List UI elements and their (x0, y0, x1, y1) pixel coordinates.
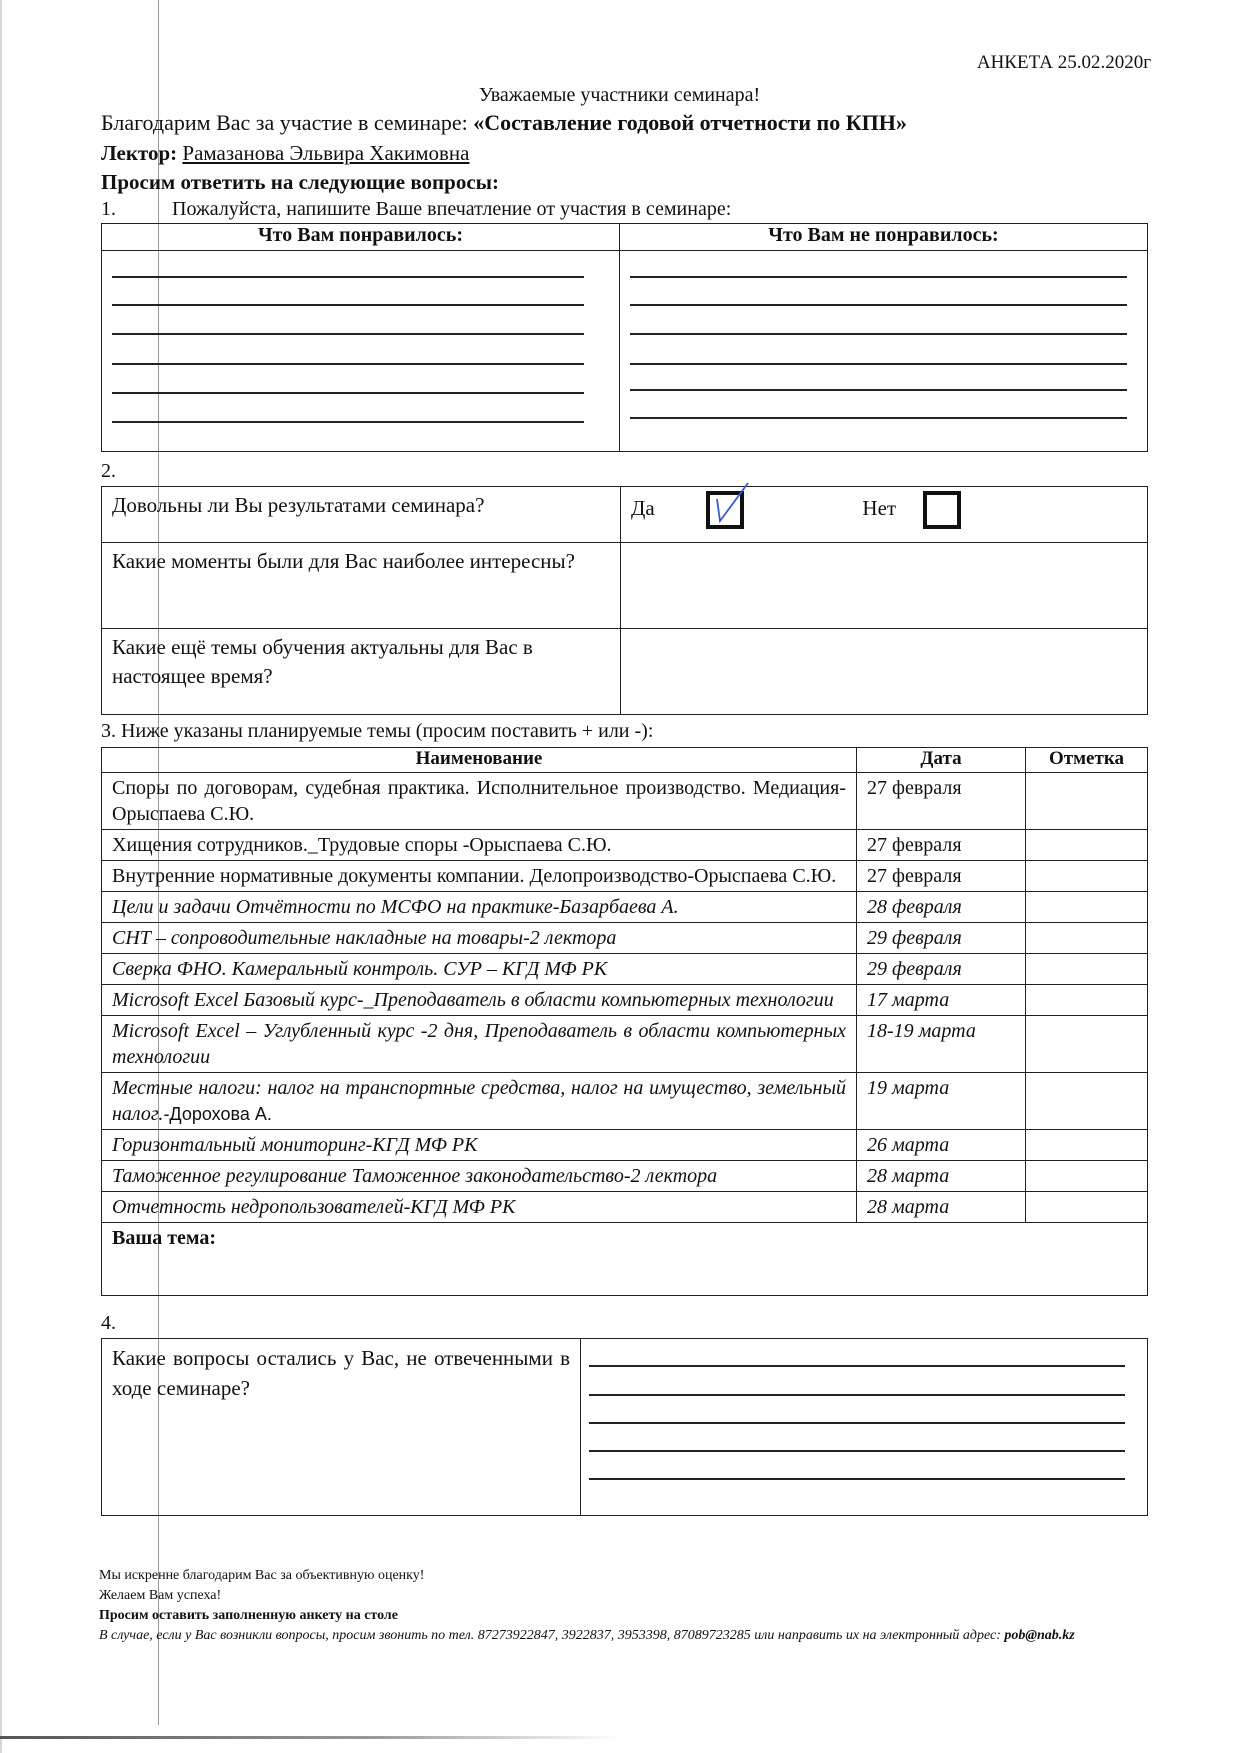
topic-name (102, 1161, 857, 1192)
answer-line (112, 392, 584, 394)
column-header-mark: Отметка (1026, 748, 1148, 773)
your-topic-label: Ваша тема: (112, 1227, 217, 1249)
topic-name (102, 985, 857, 1016)
topic-name-text: Хищения сотрудников._Трудовые споры -Орыспаева С.Ю. (112, 834, 612, 856)
section1-prompt (101, 198, 731, 221)
topic-row (102, 1161, 1148, 1192)
topic-mark-cell[interactable] (1026, 830, 1148, 861)
topic-name-text: Горизонтальный мониторинг-КГД МФ РК (112, 1134, 478, 1156)
lector-name: Рамазанова Эльвира Хакимовна (182, 141, 470, 165)
topic-name-text: Таможенное регулирование Таможенное законодательство-2 лектора (112, 1165, 718, 1187)
answer-line (589, 1450, 1125, 1452)
scan-bottom-shadow (0, 1736, 620, 1739)
topic-row (102, 1073, 1148, 1130)
remaining-questions-table (101, 1338, 1148, 1516)
thanks-prefix: Благодарим Вас за участие в семинаре: (101, 110, 474, 135)
topic-date: 27 февраля (857, 773, 1026, 830)
topic-date: 18-19 марта (857, 1016, 1026, 1073)
topic-row (102, 1016, 1148, 1073)
topic-name (102, 1192, 857, 1223)
topic-row (102, 892, 1148, 923)
topic-mark-cell[interactable] (1026, 985, 1148, 1016)
topic-name (102, 861, 857, 892)
seminar-title: «Составление годовой отчетности по КПН» (473, 110, 907, 135)
disliked-header: Что Вам не понравилось: (620, 224, 1148, 251)
answer-line (589, 1478, 1125, 1480)
yes-checkbox[interactable] (706, 491, 744, 529)
column-header-name: Наименование (102, 748, 857, 773)
topic-name (102, 773, 857, 830)
topic-date: 17 марта (857, 985, 1026, 1016)
topic-name (102, 1130, 857, 1161)
answer-line (630, 333, 1127, 335)
your-topic-field[interactable] (102, 1223, 1148, 1296)
topic-mark-cell[interactable] (1026, 1130, 1148, 1161)
answer-line (112, 421, 584, 423)
disliked-answer-area[interactable] (620, 251, 1148, 452)
section3-prompt: 3. Ниже указаны планируемые темы (просим поставить + или -): (101, 720, 654, 742)
liked-header: Что Вам понравилось: (102, 224, 620, 251)
topic-mark-cell[interactable] (1026, 1073, 1148, 1130)
form-code: АНКЕТА 25.02.2020г (976, 52, 1151, 73)
topic-name-text: Споры по договорам, судебная практика. Исполнительное производство. Медиация- Орыспаева С.Ю. (112, 777, 846, 825)
answer-line (630, 417, 1127, 419)
topic-name-text: Отчетность недропользователей-КГД МФ РК (112, 1196, 516, 1218)
topic-row (102, 830, 1148, 861)
answer-line (589, 1394, 1125, 1396)
topic-name-text: Внутренние нормативные документы компании. Делопроизводство-Орыспаева С.Ю. (112, 865, 837, 887)
no-label: Нет (862, 495, 897, 520)
topic-date: 28 марта (857, 1161, 1026, 1192)
topic-date: 27 февраля (857, 830, 1026, 861)
answer-line (630, 363, 1127, 365)
section2-number: 2. (101, 460, 116, 482)
topic-name (102, 954, 857, 985)
topic-row (102, 861, 1148, 892)
footer-thanks: Мы искренне благодарим Вас за объективную оценку! (99, 1568, 425, 1583)
section4-number: 4. (101, 1312, 116, 1334)
liked-answer-area[interactable] (102, 251, 620, 452)
topic-name-text: Сверка ФНО. Камеральный контроль. СУР – КГД МФ РК (112, 958, 608, 980)
topic-mark-cell[interactable] (1026, 1192, 1148, 1223)
topics-question: Какие ещё темы обучения актуальны для Вас в настоящее время? (102, 629, 621, 715)
column-header-date: Дата (857, 748, 1026, 773)
topic-date: 28 марта (857, 1192, 1026, 1223)
satisfied-answer (621, 487, 1148, 543)
topic-mark-cell[interactable] (1026, 773, 1148, 830)
footer (99, 1566, 1159, 1646)
topic-row (102, 985, 1148, 1016)
yes-label: Да (631, 495, 655, 520)
topic-name-text: Microsoft Excel Базовый курс-_Преподаватель в области компьютерных технологии (112, 989, 834, 1011)
footer-contact (99, 1626, 1159, 1646)
topic-name-text: СНТ – сопроводительные накладные на товары-2 лектора (112, 927, 617, 949)
greeting: Уважаемые участники семинара! (478, 84, 761, 106)
topic-date: 29 февраля (857, 923, 1026, 954)
answer-line (112, 333, 584, 335)
remaining-answer-area[interactable] (581, 1339, 1148, 1516)
topic-mark-cell[interactable] (1026, 1016, 1148, 1073)
topic-date: 28 февраля (857, 892, 1026, 923)
topic-date: 29 февраля (857, 954, 1026, 985)
topic-row (102, 954, 1148, 985)
ask-prompt: Просим ответить на следующие вопросы: (101, 170, 500, 194)
topics-answer-area[interactable] (621, 629, 1148, 715)
topic-mark-cell[interactable] (1026, 954, 1148, 985)
answer-line (630, 304, 1127, 306)
answer-line (589, 1365, 1125, 1367)
topic-row (102, 1130, 1148, 1161)
topic-name-text: Цели и задачи Отчётности по МСФО на практике-Базарбаева А. (112, 896, 679, 918)
satisfied-question: Довольны ли Вы результатами семинара? (102, 487, 621, 543)
topic-name (102, 892, 857, 923)
topic-name (102, 1073, 857, 1130)
answer-line (630, 276, 1127, 278)
topic-mark-cell[interactable] (1026, 892, 1148, 923)
topic-lecturer: -Дорохова А. (163, 1104, 272, 1124)
topic-row (102, 1192, 1148, 1223)
lector-line (101, 141, 469, 166)
no-checkbox[interactable] (923, 491, 961, 529)
answer-line (112, 363, 584, 365)
topic-row (102, 923, 1148, 954)
section1-number: 1. (101, 198, 116, 220)
lector-label: Лектор: (101, 141, 178, 165)
checkmark-icon (712, 481, 762, 531)
footer-email-link[interactable]: pob@nab.kz (1004, 1628, 1075, 1643)
interesting-question: Какие моменты были для Вас наиболее интересны? (102, 543, 621, 629)
footer-contact-text: В случае, если у Вас возникли вопросы, просим звонить по тел. 87273922847, 3922837, 3953398, 87089723285 или направить их на электронный адрес: (99, 1628, 1005, 1643)
topic-date: 26 марта (857, 1130, 1026, 1161)
satisfaction-table (101, 486, 1148, 715)
thanks-line (101, 110, 907, 136)
topic-row (102, 773, 1148, 830)
topic-name (102, 830, 857, 861)
impressions-table (101, 223, 1148, 452)
answer-line (112, 276, 584, 278)
topics-table (101, 747, 1148, 1296)
topic-date: 19 марта (857, 1073, 1026, 1130)
topic-mark-cell[interactable] (1026, 861, 1148, 892)
section1-prompt-text: Пожалуйста, напишите Ваше впечатление от участия в семинаре: (172, 198, 732, 220)
topic-mark-cell[interactable] (1026, 923, 1148, 954)
footer-wish: Желаем Вам успеха! (99, 1588, 222, 1603)
topic-name (102, 923, 857, 954)
topic-date: 27 февраля (857, 861, 1026, 892)
topic-name (102, 1016, 857, 1073)
topic-name-text: Местные налоги: налог на транспортные средства, налог на имущество, земельный налог. (112, 1077, 846, 1125)
answer-line (589, 1422, 1125, 1424)
scan-edge (0, 0, 2, 1753)
answer-line (630, 389, 1127, 391)
remaining-question: Какие вопросы остались у Вас, не отвеченными в ходе семинаре? (102, 1339, 581, 1516)
interesting-answer-area[interactable] (621, 543, 1148, 629)
topic-name-text: Microsoft Excel – Углубленный курс -2 дня, Преподаватель в области компьютерных технологии (112, 1020, 846, 1068)
topic-mark-cell[interactable] (1026, 1161, 1148, 1192)
footer-leave-form: Просим оставить заполненную анкету на столе (99, 1608, 398, 1623)
answer-line (112, 304, 584, 306)
